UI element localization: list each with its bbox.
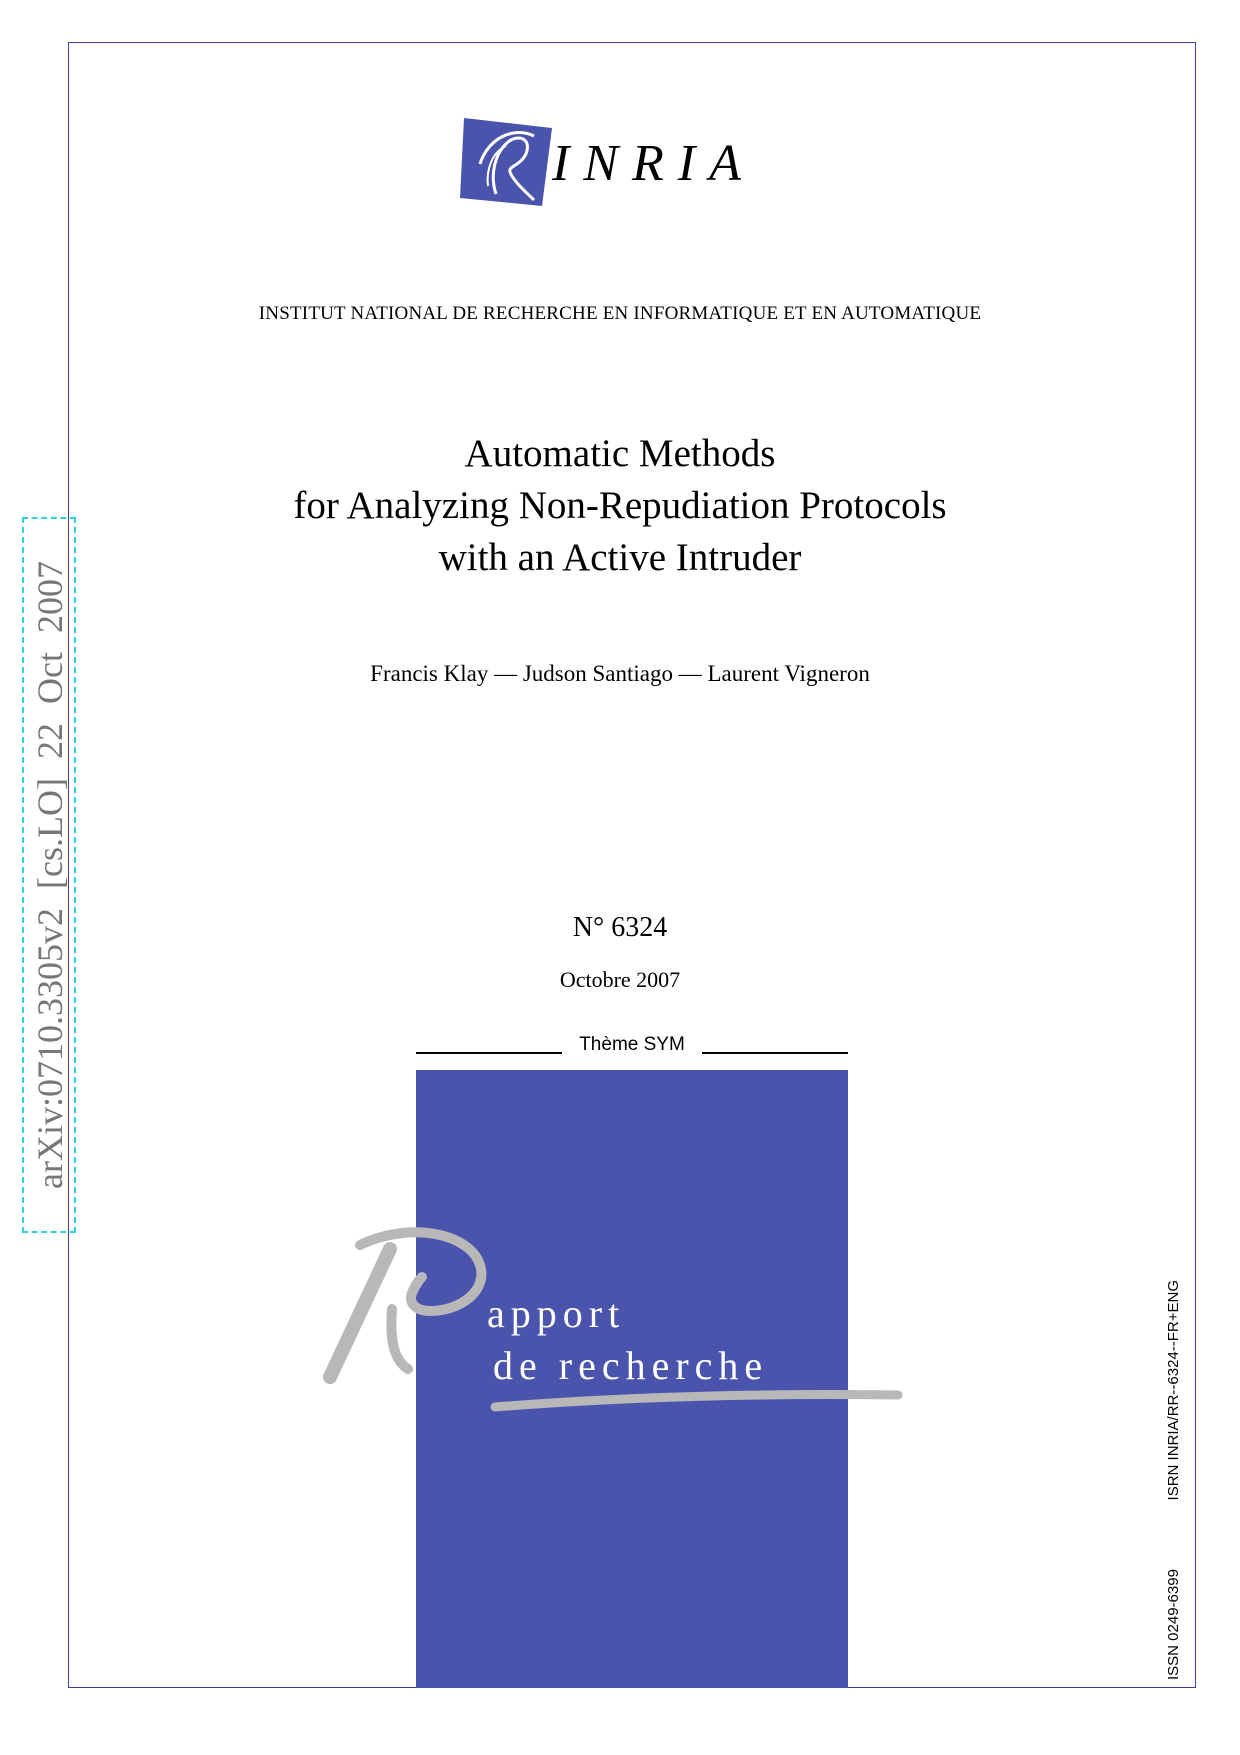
issn: ISSN 0249-6399 bbox=[1165, 1569, 1182, 1680]
series-name-line-2: de recherche bbox=[493, 1343, 769, 1388]
issn-isrn-text bbox=[1165, 1280, 1182, 1680]
theme-row bbox=[416, 1030, 848, 1060]
report-title bbox=[0, 428, 1240, 584]
theme-label: Thème SYM bbox=[579, 1034, 685, 1055]
theme-rule-left bbox=[416, 1052, 562, 1054]
title-line-2: for Analyzing Non-Repudiation Protocols bbox=[293, 484, 947, 527]
institute-name: INSTITUT NATIONAL DE RECHERCHE EN INFORMATIQUE ET EN AUTOMATIQUE bbox=[258, 303, 982, 324]
report-number: N° 6324 bbox=[572, 912, 668, 943]
report-date: Octobre 2007 bbox=[559, 967, 681, 992]
title-line-1: Automatic Methods bbox=[464, 432, 776, 475]
inria-logo-mark bbox=[460, 116, 552, 208]
isrn: ISRN INRIA/RR--6324--FR+ENG bbox=[1165, 1280, 1182, 1501]
series-name-line-1: apport bbox=[487, 1291, 626, 1336]
arxiv-stamp-text[interactable]: arXiv:0710.3305v2 [cs.LO] 22 Oct 2007 bbox=[30, 561, 70, 1189]
title-line-3: with an Active Intruder bbox=[438, 536, 802, 579]
authors: Francis Klay — Judson Santiago — Laurent Vigneron bbox=[370, 661, 870, 686]
theme-rule-right bbox=[702, 1052, 848, 1054]
inria-wordmark: INRIA bbox=[552, 135, 755, 192]
inria-logo bbox=[460, 116, 802, 208]
arxiv-stamp[interactable] bbox=[22, 517, 80, 1233]
issn-isrn-strip bbox=[1160, 1280, 1190, 1680]
